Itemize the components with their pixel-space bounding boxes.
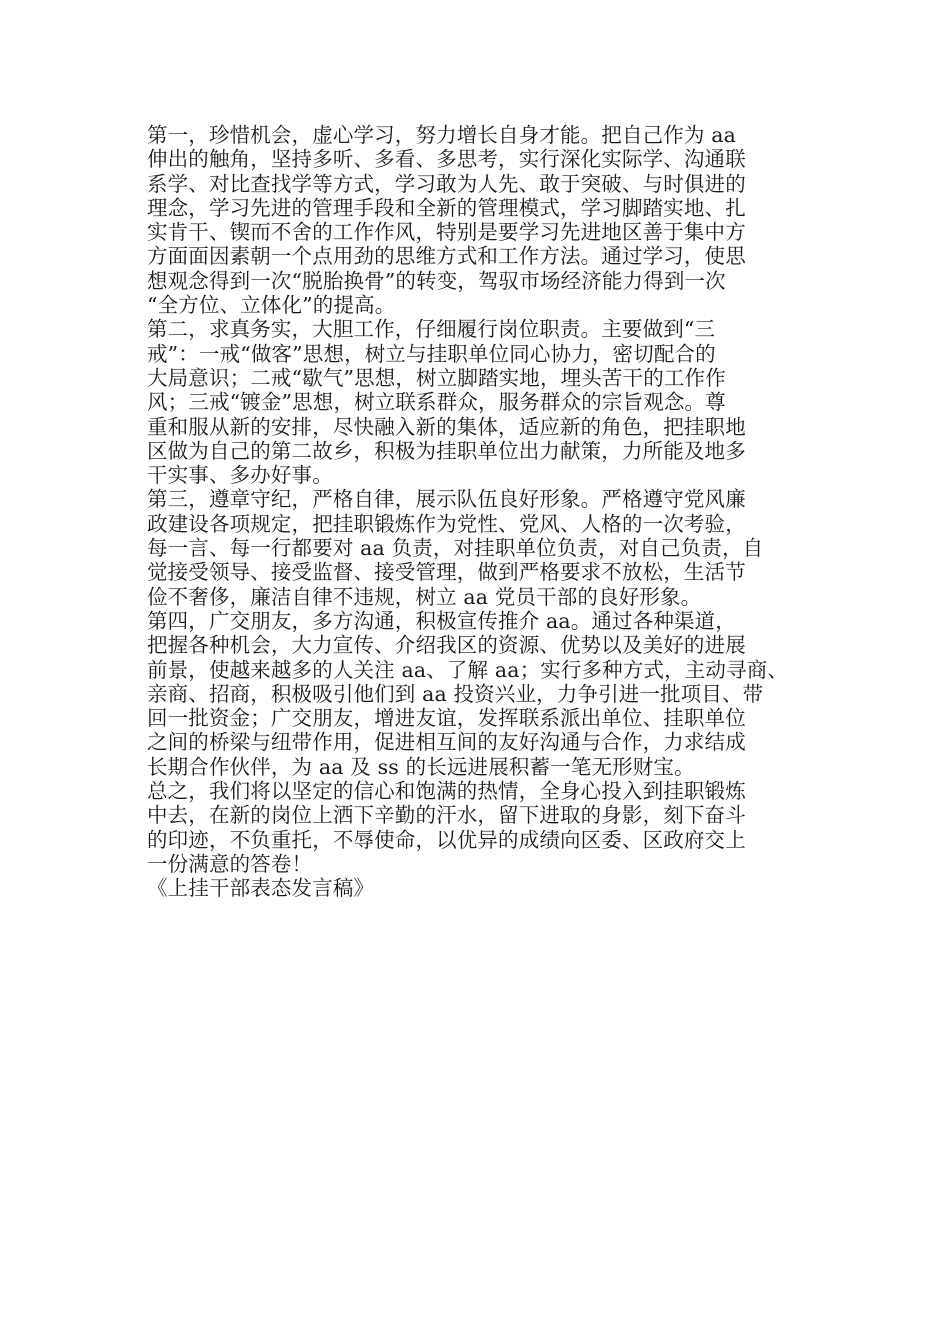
text-line: 区做为自己的第二故乡，积极为挂职单位出力献策，力所能及地多 <box>147 438 746 463</box>
document-body <box>147 123 823 901</box>
text-line: 第四，广交朋友，多方沟通，积极宣传推介 aa。通过各种渠道， <box>147 608 736 633</box>
text-line: 前景，使越来越多的人关注 aa、了解 aa；实行多种方式，主动寻商、 <box>147 657 789 682</box>
text-line: 一份满意的答卷！ <box>147 851 313 876</box>
text-line: 每一言、每一行都要对 aa 负责，对挂职单位负责，对自己负责，自 <box>147 536 764 561</box>
text-line: 实肯干、锲而不舍的工作作风，特别是要学习先进地区善于集中方 <box>147 220 746 245</box>
text-line: 想观念得到一次“脱胎换骨”的转变，驾驭市场经济能力得到一次 <box>147 268 726 293</box>
text-line: 理念，学习先进的管理手段和全新的管理模式，学习脚踏实地、扎 <box>147 195 746 220</box>
text-line: 总之，我们将以坚定的信心和饱满的热情，全身心投入到挂职锻炼 <box>147 779 746 804</box>
text-line: 伸出的触角，坚持多听、多看、多思考，实行深化实际学、沟通联 <box>147 147 746 172</box>
text-line: 回一批资金；广交朋友，增进友谊，发挥联系派出单位、挂职单位 <box>147 706 746 731</box>
text-line: “全方位、立体化”的提高。 <box>147 293 396 318</box>
text-line: 系学、对比查找学等方式，学习敢为人先、敢于突破、与时俱进的 <box>147 171 746 196</box>
text-line: 重和服从新的安排，尽快融入新的集体，适应新的角色，把挂职地 <box>147 414 746 439</box>
text-line: 把握各种机会，大力宣传、介绍我区的资源、优势以及美好的进展 <box>147 633 746 658</box>
text-line: 觉接受领导、接受监督、接受管理，做到严格要求不放松，生活节 <box>147 560 746 585</box>
text-line: 戒”：一戒“做客”思想，树立与挂职单位同心协力，密切配合的 <box>147 341 716 366</box>
text-line: 长期合作伙伴，为 aa 及 ss 的长远进展积蓄一笔无形财宝。 <box>147 754 695 779</box>
text-line: 干实事、多办好事。 <box>147 463 333 488</box>
text-line: 方面面因素朝一个点用劲的思维方式和工作方法。通过学习，使思 <box>147 244 746 269</box>
text-line: 俭不奢侈，廉洁自律不违规，树立 aa 党员干部的良好形象。 <box>147 584 702 609</box>
text-line: 中去，在新的岗位上洒下辛勤的汗水，留下进取的身影，刻下奋斗 <box>147 803 746 828</box>
text-line: 亲商、招商，积极吸引他们到 aa 投资兴业，力争引进一批项目、带 <box>147 681 764 706</box>
text-line: 之间的桥梁与纽带作用，促进相互间的友好沟通与合作，力求结成 <box>147 730 746 755</box>
document-title-line: 《上挂干部表态发言稿》 <box>147 876 375 901</box>
text-line: 第二，求真务实，大胆工作，仔细履行岗位职责。主要做到“三 <box>147 317 716 342</box>
text-line: 风；三戒“镀金”思想，树立联系群众，服务群众的宗旨观念。尊 <box>147 390 726 415</box>
text-line: 大局意识；二戒“歇气”思想，树立脚踏实地，埋头苦干的工作作 <box>147 365 726 390</box>
text-line: 第三，遵章守纪，严格自律，展示队伍良好形象。严格遵守党风廉 <box>147 487 746 512</box>
text-line: 的印迹，不负重托，不辱使命，以优异的成绩向区委、区政府交上 <box>147 827 746 852</box>
text-line: 政建设各项规定，把挂职锻炼作为党性、党风、人格的一次考验， <box>147 511 746 536</box>
text-line: 第一，珍惜机会，虚心学习，努力增长自身才能。把自己作为 aa <box>147 123 736 147</box>
